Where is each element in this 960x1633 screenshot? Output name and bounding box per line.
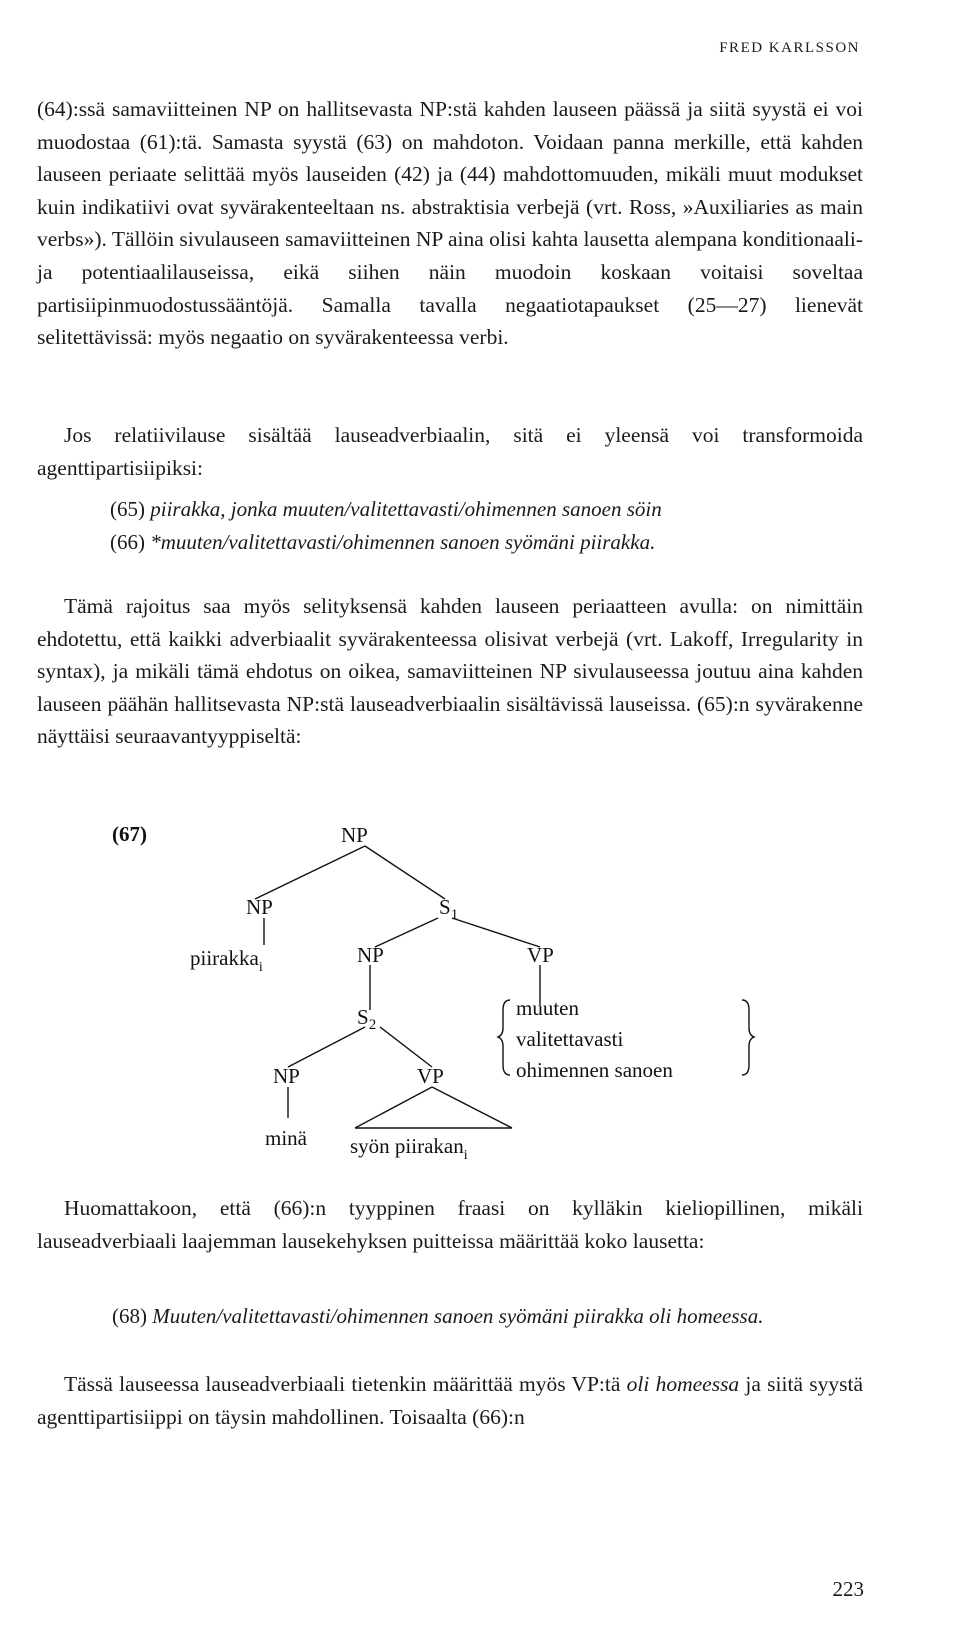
example-65 xyxy=(110,497,662,522)
tree-label: (67) xyxy=(112,825,147,846)
paragraph-4: Huomattakoon, että (66):n tyyppinen fraasi on kylläkin kieliopillinen, mikäli lauseadverbiaali laajemman lausekehyksen puitteissa määrittää koko lausetta: xyxy=(37,1196,863,1253)
example-65-number: (65) xyxy=(110,497,145,521)
tree-branches xyxy=(255,846,754,1128)
node-s1-label: S xyxy=(439,895,451,919)
word-piirakka-text: piirakka xyxy=(190,946,259,970)
triangle-right xyxy=(432,1087,512,1128)
syntax-tree-diagram xyxy=(0,825,960,1215)
branch-s1-np xyxy=(375,918,438,947)
word-piirakka xyxy=(190,946,263,975)
paragraph-5-part-1: Tässä lauseessa lauseadverbiaali tietenkin määrittää myös VP:tä xyxy=(64,1372,627,1396)
paragraph-5-italic: oli homeessa xyxy=(626,1372,740,1396)
node-np: NP xyxy=(246,895,273,919)
node-s2-label: S xyxy=(357,1005,369,1029)
page-number: 223 xyxy=(832,1577,864,1601)
word-syon-piirakan xyxy=(350,1134,468,1163)
paragraph-2: Jos relatiivilause sisältää lauseadverbiaalin, sitä ei yleensä voi transformoida agenttipartisiipiksi: xyxy=(37,423,863,480)
node-s1-np: NP xyxy=(357,943,384,967)
example-66-text: *muuten/valitettavasti/ohimennen sanoen syömäni piirakka. xyxy=(150,530,656,554)
example-68 xyxy=(112,1304,763,1329)
triangle-left xyxy=(355,1087,432,1128)
word-piirakka-index: i xyxy=(258,960,263,975)
left-brace xyxy=(498,1000,510,1075)
node-s1-vp: VP xyxy=(527,943,554,967)
paragraph-1: (64):ssä samaviitteinen NP on hallitsevasta NP:stä kahden lauseen päässä ja siitä syystä ei voi muodostaa (61):tä. Samasta syystä (63) on mahdoton. Voidaan panna merkille, että kahden lauseen periaate selittää myös lauseiden (42) ja (44) mahdottomuuden, mikäli muut modukset kuin indikatiivi ovat syvärakenteeltaan ns. abstraktisia verbejä (vrt. Ross, »Auxiliaries as main verbs»). Tällöin sivulauseen samaviitteinen NP aina olisi kahta lausetta alempana konditionaali- ja potentiaalilauseissa, eikä siihen näin muodoin koskaan voitaisi soveltaa partisiipinmuodostussääntöjä. Samalla tavalla negaatiotapaukset (25—27) lienevät selitettävissä: myös negaatio on syvärakenteessa verbi. xyxy=(37,97,863,350)
example-66-number: (66) xyxy=(110,530,145,554)
adverb-3: ohimennen sanoen xyxy=(516,1058,673,1082)
right-brace xyxy=(742,1000,754,1075)
adverb-1: muuten xyxy=(516,996,579,1020)
branch-root-s1 xyxy=(365,846,445,899)
branch-s2-vp xyxy=(380,1027,432,1067)
example-68-text: Muuten/valitettavasti/ohimennen sanoen syömäni piirakka oli homeessa. xyxy=(152,1304,764,1328)
example-68-number: (68) xyxy=(112,1304,147,1328)
node-s1-index: 1 xyxy=(450,907,459,923)
branch-root-np xyxy=(255,846,365,899)
paragraph-5-part-2: ja siitä syystä agenttipartisiippi on täysin mahdollinen. Toisaalta (66):n xyxy=(37,1372,863,1429)
word-mina: minä xyxy=(265,1126,307,1150)
word-syon-piirakan-text: syön piirakan xyxy=(350,1134,464,1158)
running-header: FRED KARLSSON xyxy=(719,40,860,56)
word-syon-piirakan-index: i xyxy=(463,1148,468,1163)
node-s1 xyxy=(439,895,458,923)
node-root-np: NP xyxy=(341,825,368,847)
adverb-2: valitettavasti xyxy=(516,1027,624,1051)
example-66 xyxy=(110,530,655,555)
paragraph-3: Tämä rajoitus saa myös selityksensä kahden lauseen periaatteen avulla: on nimittäin ehdotettu, että kaikki adverbiaalit syvärakenteessa olisivat verbejä (vrt. Lakoff, Irregularity in syntax), ja mikäli tämä ehdotus on oikea, samaviitteinen NP sivulauseessa joutuu aina kahden lauseen päähän hallitsevasta NP:stä lauseadverbiaalin sisältävissä lauseissa. (65):n syvärakenne näyttäisi seuraavantyyppiseltä: xyxy=(37,594,863,749)
example-65-text: piirakka, jonka muuten/valitettavasti/ohimennen sanoen söin xyxy=(150,497,662,521)
node-s2-np: NP xyxy=(273,1064,300,1088)
branch-s2-np xyxy=(288,1027,365,1067)
node-s2 xyxy=(357,1005,376,1033)
paragraph-5 xyxy=(37,1368,863,1433)
node-s2-vp: VP xyxy=(417,1064,444,1088)
node-s2-index: 2 xyxy=(368,1017,377,1033)
